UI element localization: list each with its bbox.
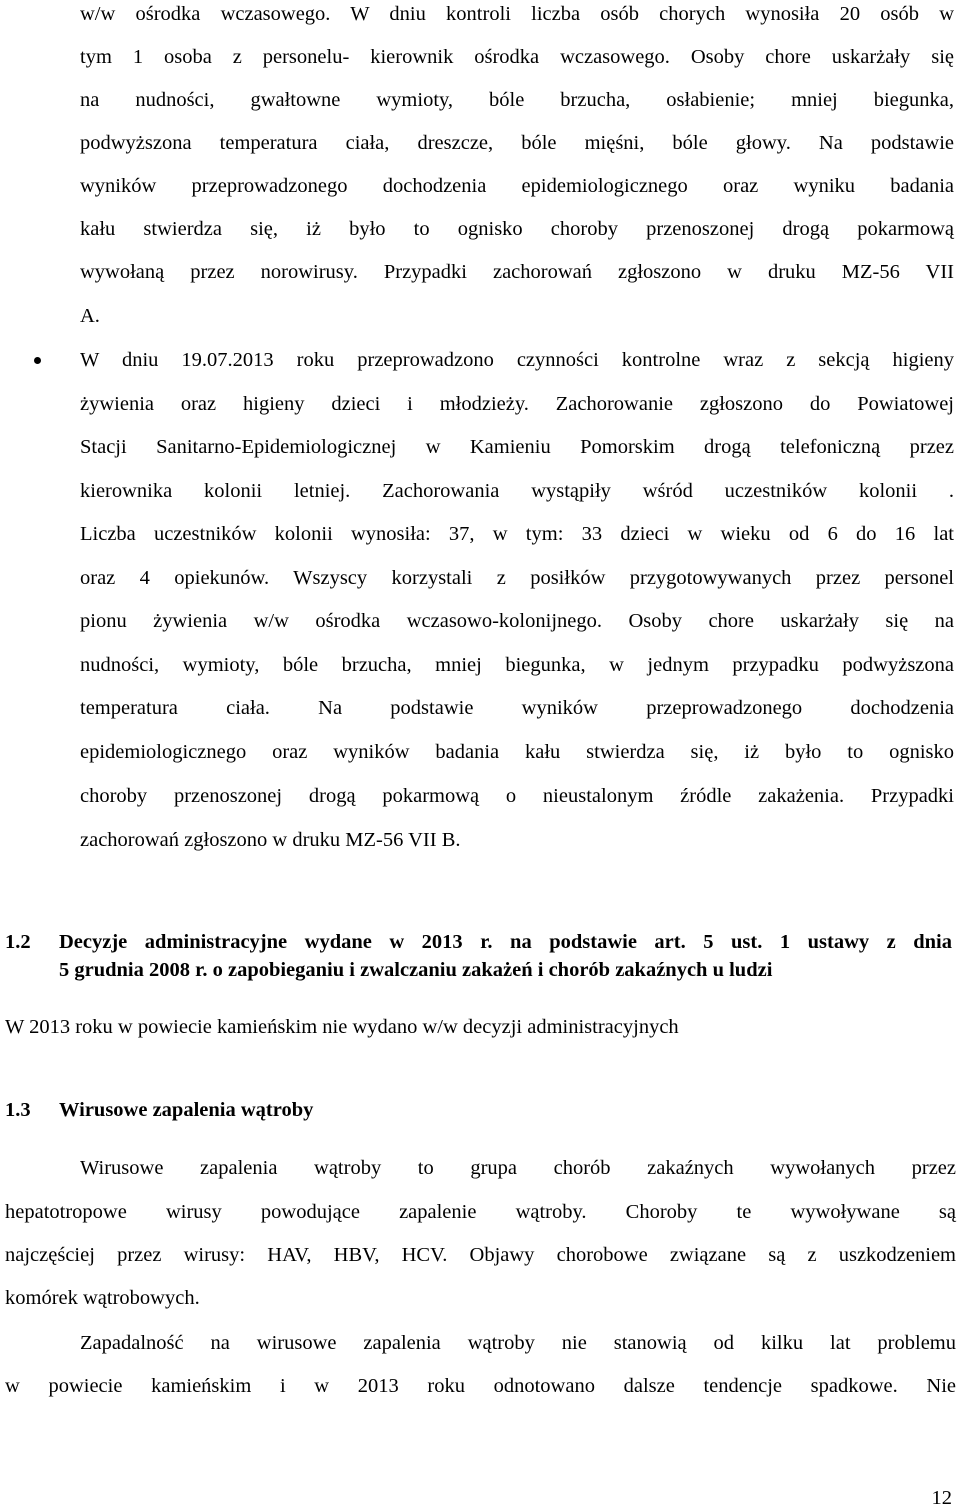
page-number: 12 xyxy=(931,1487,952,1509)
text-line: choroby przenoszonej drogą pokarmową o nieustalonym źródle zakażenia. Przypadki xyxy=(80,785,954,807)
text-line: hepatotropowe wirusy powodujące zapalenie wątroby. Choroby te wywoływane są xyxy=(5,1201,956,1223)
text-line: Zapadalność na wirusowe zapalenia wątroby nie stanowią od kilku lat problemu xyxy=(80,1332,956,1354)
section-number: 1.2 xyxy=(5,931,31,953)
text-line: A. xyxy=(80,305,100,327)
text-line: temperatura ciała. Na podstawie wyników przeprowadzonego dochodzenia xyxy=(80,697,954,719)
text-line: najczęściej przez wirusy: HAV, HBV, HCV. Objawy chorobowe związane są z uszkodzeniem xyxy=(5,1244,956,1266)
text-line: Liczba uczestników kolonii wynosiła: 37, w tym: 33 dzieci w wieku od 6 do 16 lat xyxy=(80,523,954,545)
text-line: żywienia oraz higieny dzieci i młodzieży. Zachorowanie zgłoszono do Powiatowej xyxy=(80,393,954,415)
text-line: Wirusowe zapalenia wątroby to grupa chorób zakaźnych wywołanych przez xyxy=(80,1157,956,1179)
text-line: wyników przeprowadzonego dochodzenia epidemiologicznego oraz wyniku badania xyxy=(80,175,954,197)
section-title-line: 5 grudnia 2008 r. o zapobieganiu i zwalczaniu zakażeń i chorób zakaźnych u ludzi xyxy=(59,959,773,981)
text-line: nudności, wymioty, bóle brzucha, mniej biegunka, w jednym przypadku podwyższona xyxy=(80,654,954,676)
text-line: wywołaną przez norowirusy. Przypadki zachorowań zgłoszono w druku MZ-56 VII xyxy=(80,261,954,283)
text-line: komórek wątrobowych. xyxy=(5,1287,200,1309)
text-line: w/w ośrodka wczasowego. W dniu kontroli liczba osób chorych wynosiła 20 osób w xyxy=(80,3,954,25)
text-line: epidemiologicznego oraz wyników badania kału stwierdza się, iż było to ognisko xyxy=(80,741,954,763)
text-line: pionu żywienia w/w ośrodka wczasowo-kolonijnego. Osoby chore uskarżały się na xyxy=(80,610,954,632)
text-line: oraz 4 opiekunów. Wszyscy korzystali z posiłków przygotowywanych przez personel xyxy=(80,567,954,589)
section-title: Wirusowe zapalenia wątroby xyxy=(59,1099,314,1121)
text-line: kału stwierdza się, iż było to ognisko choroby przenoszonej drogą pokarmową xyxy=(80,218,954,240)
text-line: na nudności, gwałtowne wymioty, bóle brzucha, osłabienie; mniej biegunka, xyxy=(80,89,954,111)
text-line: podwyższona temperatura ciała, dreszcze, bóle mięśni, bóle głowy. Na podstawie xyxy=(80,132,954,154)
text-line: zachorowań zgłoszono w druku MZ-56 VII B. xyxy=(80,829,461,851)
section-body-1-2: W 2013 roku w powiecie kamieńskim nie wydano w/w decyzji administracyjnych xyxy=(5,1016,679,1038)
section-number: 1.3 xyxy=(5,1099,31,1121)
text-line: Stacji Sanitarno-Epidemiologicznej w Kamieniu Pomorskim drogą telefoniczną przez xyxy=(80,436,954,458)
text-line: w powiecie kamieńskim i w 2013 roku odnotowano dalsze tendencje spadkowe. Nie xyxy=(5,1375,956,1397)
text-line: W dniu 19.07.2013 roku przeprowadzono czynności kontrolne wraz z sekcją higieny xyxy=(80,349,954,371)
section-title-line: Decyzje administracyjne wydane w 2013 r. na podstawie art. 5 ust. 1 ustawy z dnia xyxy=(59,931,952,953)
text-line: kierownika kolonii letniej. Zachorowania wystąpiły wśród uczestników kolonii . xyxy=(80,480,954,502)
bullet-icon xyxy=(34,357,41,364)
text-line: tym 1 osoba z personelu- kierownik ośrodka wczasowego. Osoby chore uskarżały się xyxy=(80,46,954,68)
